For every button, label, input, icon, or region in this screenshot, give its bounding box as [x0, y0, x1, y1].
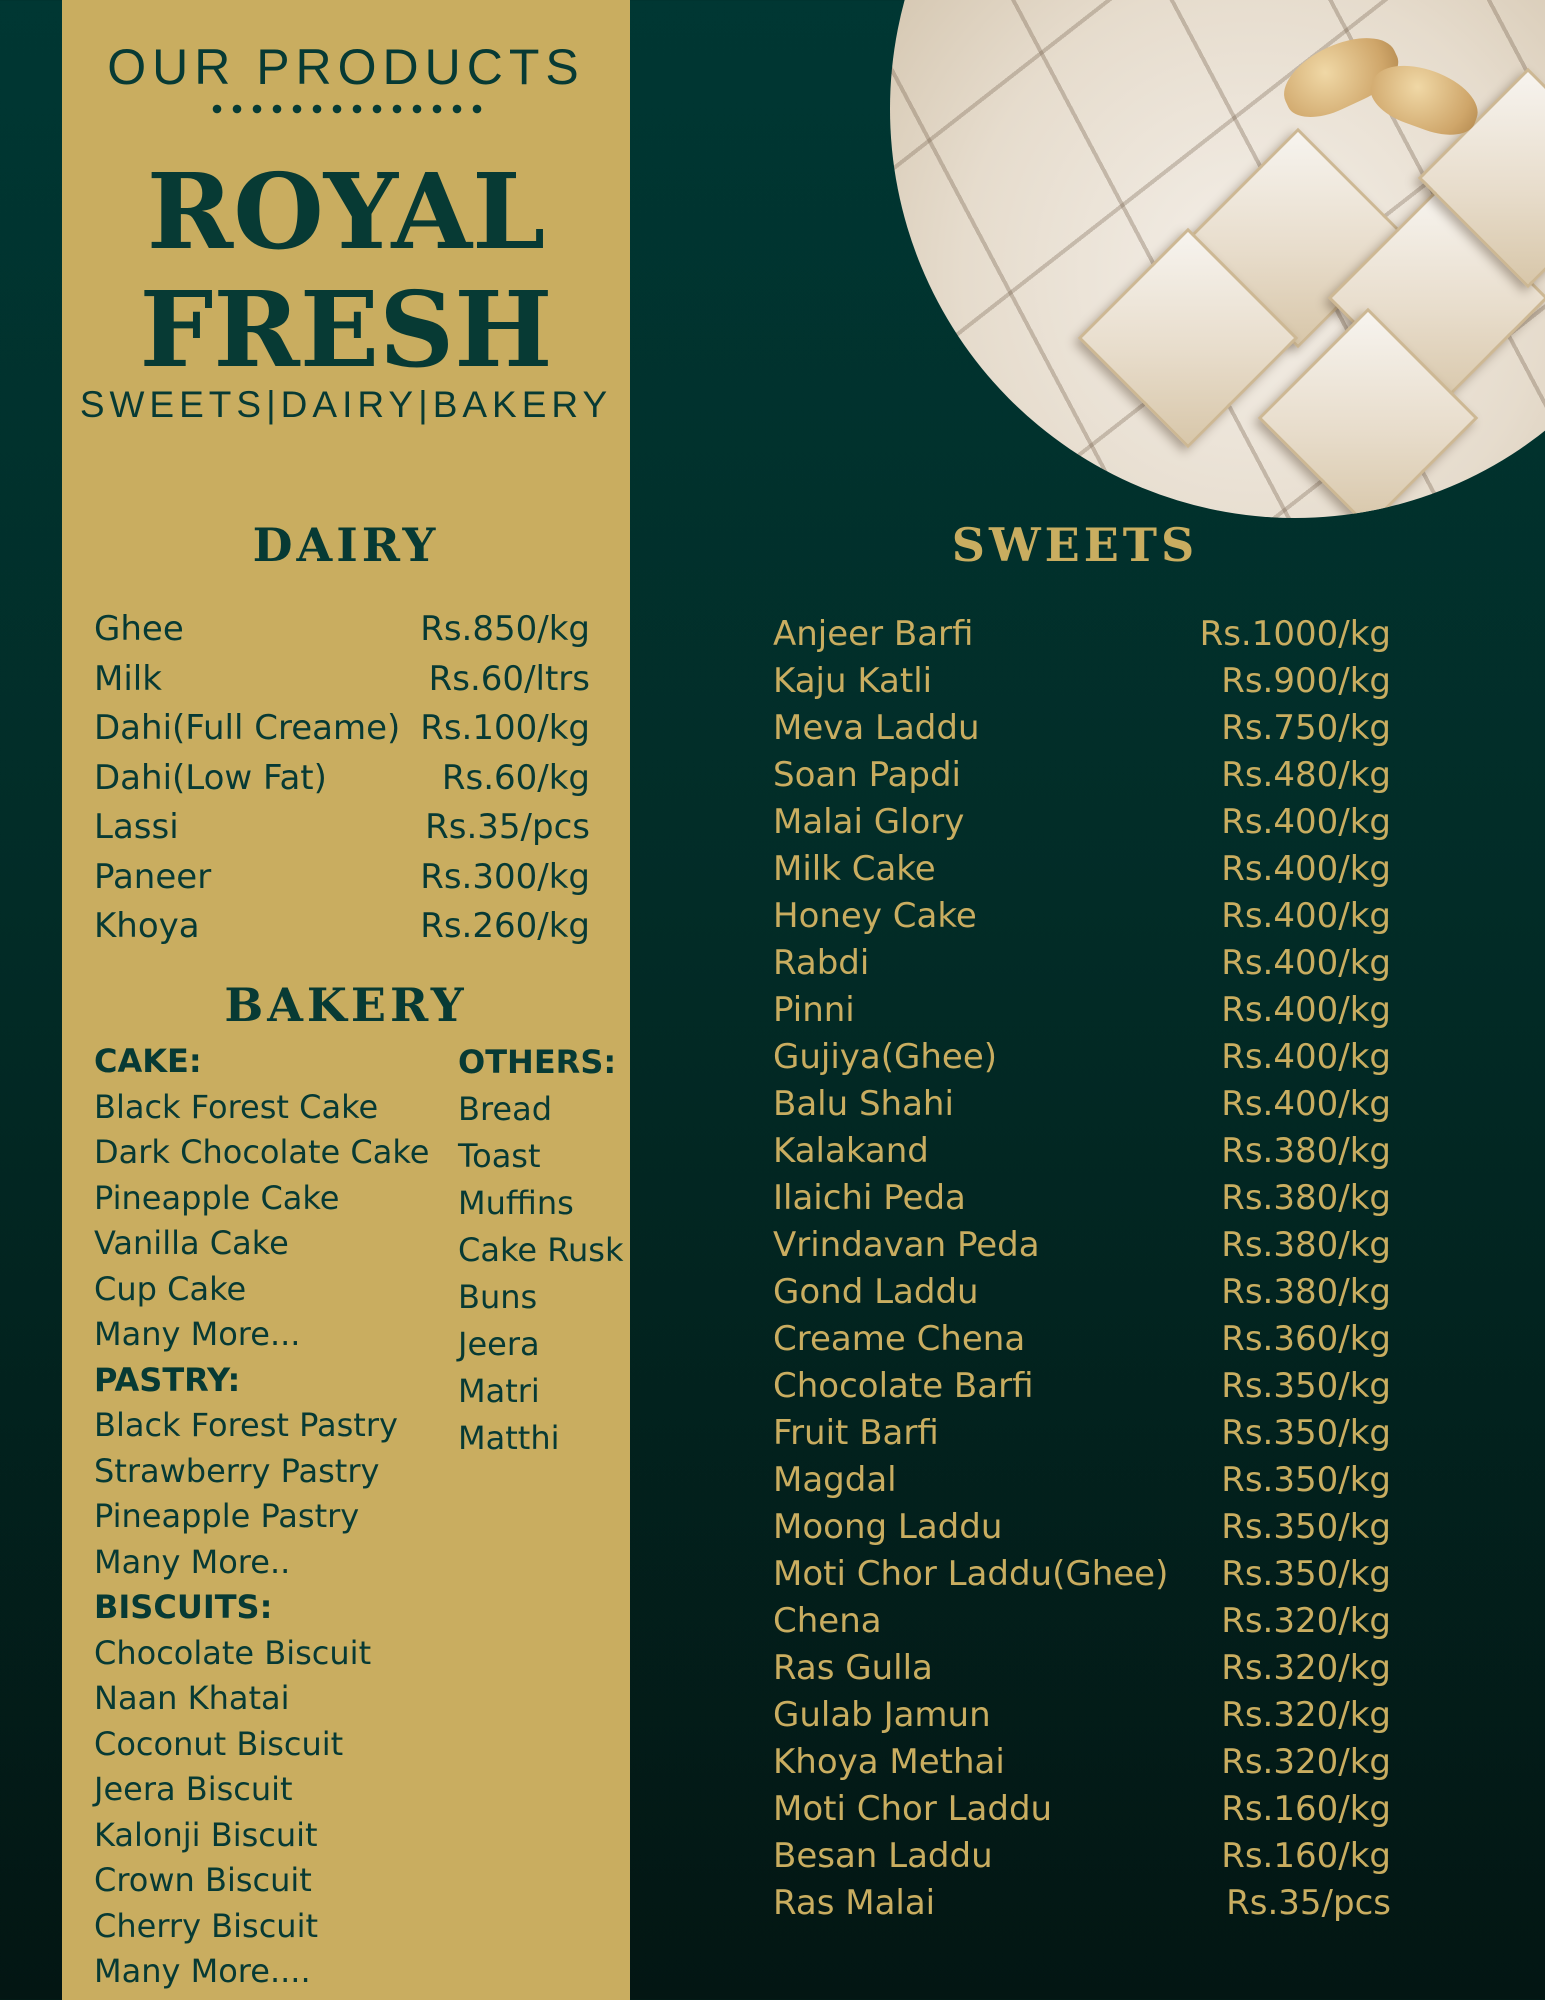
item-price: Rs.400/kg — [1221, 1037, 1391, 1077]
sweets-row — [773, 658, 1391, 705]
item-name: Meva Laddu — [773, 708, 980, 748]
bakery-item: Vanilla Cake — [94, 1224, 289, 1262]
item-price: Rs.360/kg — [1221, 1319, 1391, 1359]
item-name: Lassi — [94, 807, 179, 847]
bakery-item: Pineapple Pastry — [94, 1497, 360, 1535]
sweets-row — [773, 846, 1391, 893]
bakery-item: Toast — [458, 1137, 541, 1175]
item-price: Rs.35/pcs — [1226, 1883, 1391, 1923]
item-name: Gond Laddu — [773, 1272, 979, 1312]
item-name: Balu Shahi — [773, 1084, 954, 1124]
item-name: Soan Papdi — [773, 755, 961, 795]
item-price: Rs.1000/kg — [1199, 614, 1391, 654]
bakery-item: Cup Cake — [94, 1269, 247, 1308]
bakery-item: Matthi — [458, 1419, 560, 1457]
sweets-row — [773, 893, 1391, 940]
item-price: Rs.380/kg — [1221, 1272, 1391, 1312]
sweets-row — [773, 1222, 1391, 1269]
item-name: Ghee — [94, 609, 184, 649]
dairy-heading: DAIRY — [252, 518, 440, 572]
item-price: Rs.350/kg — [1221, 1413, 1391, 1453]
item-name: Gulab Jamun — [773, 1695, 991, 1735]
item-price: Rs.400/kg — [1221, 943, 1391, 983]
item-price: Rs.480/kg — [1221, 755, 1391, 795]
item-price: Rs.900/kg — [1221, 661, 1391, 701]
sweets-row — [773, 1833, 1391, 1880]
item-name: Vrindavan Peda — [773, 1225, 1040, 1265]
bakery-category-label: CAKE: — [94, 1042, 202, 1080]
bakery-category-label: PASTRY: — [94, 1360, 241, 1399]
item-price: Rs.350/kg — [1221, 1554, 1391, 1594]
item-price: Rs.380/kg — [1221, 1178, 1391, 1218]
bakery-item: Dark Chocolate Cake — [94, 1133, 430, 1171]
sweets-row — [773, 1128, 1391, 1175]
bakery-item: Chocolate Biscuit — [94, 1633, 372, 1672]
bakery-item: Jeera Biscuit — [94, 1770, 293, 1808]
item-name: Khoya — [94, 906, 200, 946]
item-name: Moti Chor Laddu — [773, 1789, 1053, 1829]
bakery-item: Pineapple Cake — [94, 1178, 340, 1217]
item-price: Rs.320/kg — [1221, 1648, 1391, 1688]
item-price: Rs.350/kg — [1221, 1366, 1391, 1406]
item-name: Pinni — [773, 990, 855, 1030]
sweets-row — [773, 1457, 1391, 1504]
item-name: Creame Chena — [773, 1319, 1026, 1359]
item-name: Khoya Methai — [773, 1742, 1005, 1782]
item-price: Rs.60/kg — [441, 757, 590, 798]
item-name: Kalakand — [773, 1131, 929, 1171]
item-price: Rs.400/kg — [1221, 802, 1391, 842]
dairy-row — [94, 605, 590, 655]
item-price: Rs.260/kg — [420, 906, 590, 946]
bakery-left-column — [94, 1039, 429, 1995]
item-price: Rs.100/kg — [420, 708, 590, 748]
bakery-category-label: OTHERS: — [458, 1043, 617, 1081]
sweets-row — [773, 987, 1391, 1034]
gold-side-panel — [62, 0, 630, 2000]
item-name: Honey Cake — [773, 896, 977, 936]
item-price: Rs.160/kg — [1221, 1836, 1391, 1876]
dotted-divider — [207, 104, 485, 114]
bakery-item: Many More.... — [94, 1952, 311, 1990]
bakery-item: Buns — [458, 1278, 538, 1316]
item-price: Rs.320/kg — [1221, 1742, 1391, 1782]
item-name: Ras Malai — [773, 1883, 936, 1923]
item-price: Rs.60/ltrs — [428, 658, 590, 699]
bakery-item: Strawberry Pastry — [94, 1451, 380, 1490]
dairy-row — [94, 902, 590, 952]
item-price: Rs.320/kg — [1221, 1695, 1391, 1735]
kaju-katli-photo — [890, 0, 1545, 518]
item-name: Gujiya(Ghee) — [773, 1037, 998, 1077]
item-name: Paneer — [94, 856, 212, 897]
brand-title-line2: FRESH — [139, 268, 553, 391]
bakery-item: Matri — [458, 1372, 540, 1410]
sweets-row — [773, 1645, 1391, 1692]
brand-tagline: SWEETS|DAIRY|BAKERY — [79, 384, 613, 425]
sweets-row — [773, 1504, 1391, 1551]
bakery-category-label: BISCUITS: — [94, 1588, 273, 1626]
item-price: Rs.320/kg — [1221, 1601, 1391, 1641]
bakery-item: Many More.. — [94, 1542, 291, 1581]
sweets-heading: SWEETS — [951, 518, 1199, 572]
item-name: Milk Cake — [773, 849, 936, 889]
item-price: Rs.400/kg — [1221, 1084, 1391, 1124]
item-name: Besan Laddu — [773, 1836, 993, 1876]
bakery-item: Crown Biscuit — [94, 1861, 312, 1899]
item-name: Moti Chor Laddu(Ghee) — [773, 1554, 1169, 1594]
sweets-row — [773, 1410, 1391, 1457]
sweets-row — [773, 1316, 1391, 1363]
sweets-row — [773, 799, 1391, 846]
bakery-item: Black Forest Cake — [94, 1087, 379, 1126]
dairy-row — [94, 754, 590, 804]
dairy-row — [94, 853, 590, 903]
sweets-row — [773, 940, 1391, 987]
dairy-row — [94, 655, 590, 705]
item-price: Rs.400/kg — [1221, 896, 1391, 936]
sweets-row — [773, 752, 1391, 799]
item-name: Magdal — [773, 1460, 897, 1500]
sweets-row — [773, 1551, 1391, 1598]
item-price: Rs.850/kg — [420, 609, 590, 649]
sweets-row — [773, 1880, 1391, 1927]
brand-title-line1: ROYAL — [146, 150, 546, 273]
item-name: Ilaichi Peda — [773, 1178, 966, 1218]
item-price: Rs.350/kg — [1221, 1507, 1391, 1547]
item-price: Rs.380/kg — [1221, 1225, 1391, 1265]
item-name: Dahi(Full Creame) — [94, 708, 401, 748]
sweets-row — [773, 1363, 1391, 1410]
item-price: Rs.300/kg — [420, 856, 590, 897]
item-price: Rs.350/kg — [1221, 1460, 1391, 1500]
item-name: Fruit Barfi — [773, 1413, 939, 1453]
sweets-row — [773, 1034, 1391, 1081]
sweets-row — [773, 1739, 1391, 1786]
bakery-item: Naan Khatai — [94, 1679, 290, 1717]
bakery-item: Black Forest Pastry — [94, 1406, 398, 1444]
sweets-row — [773, 611, 1391, 658]
item-name: Malai Glory — [773, 802, 965, 842]
item-price: Rs.400/kg — [1221, 849, 1391, 889]
bakery-heading: BAKERY — [224, 978, 468, 1032]
item-price: Rs.750/kg — [1221, 708, 1391, 748]
sweets-row — [773, 1081, 1391, 1128]
item-name: Chena — [773, 1601, 882, 1641]
bakery-item: Cake Rusk — [458, 1231, 624, 1269]
item-price: Rs.380/kg — [1221, 1131, 1391, 1171]
item-price: Rs.35/pcs — [425, 807, 590, 847]
item-name: Anjeer Barfi — [773, 614, 974, 654]
sweets-row — [773, 1175, 1391, 1222]
sweets-row — [773, 1786, 1391, 1833]
our-products-label: OUR PRODUCTS — [107, 39, 585, 95]
item-name: Kaju Katli — [773, 661, 933, 701]
item-name: Ras Gulla — [773, 1648, 933, 1688]
item-name: Milk — [94, 658, 162, 699]
item-name: Dahi(Low Fat) — [94, 757, 327, 798]
bakery-item: Jeera — [458, 1325, 540, 1363]
dairy-price-list — [94, 605, 590, 952]
sweets-row — [773, 1598, 1391, 1645]
bakery-item: Cherry Biscuit — [94, 1906, 318, 1945]
bakery-right-column — [458, 1039, 623, 1462]
item-name: Rabdi — [773, 943, 870, 983]
item-name: Moong Laddu — [773, 1507, 1003, 1547]
item-name: Chocolate Barfi — [773, 1366, 1034, 1406]
dairy-row — [94, 704, 590, 754]
bakery-item: Bread — [458, 1090, 553, 1128]
item-price: Rs.400/kg — [1221, 990, 1391, 1030]
bakery-item: Kalonji Biscuit — [94, 1815, 318, 1854]
sweets-price-list — [773, 611, 1391, 1927]
bakery-item: Many More... — [94, 1315, 301, 1353]
sweets-row — [773, 705, 1391, 752]
item-price: Rs.160/kg — [1221, 1789, 1391, 1829]
dairy-row — [94, 803, 590, 853]
sweets-row — [773, 1692, 1391, 1739]
bakery-item: Muffins — [458, 1184, 574, 1222]
bakery-item: Coconut Biscuit — [94, 1724, 344, 1763]
sweets-row — [773, 1269, 1391, 1316]
